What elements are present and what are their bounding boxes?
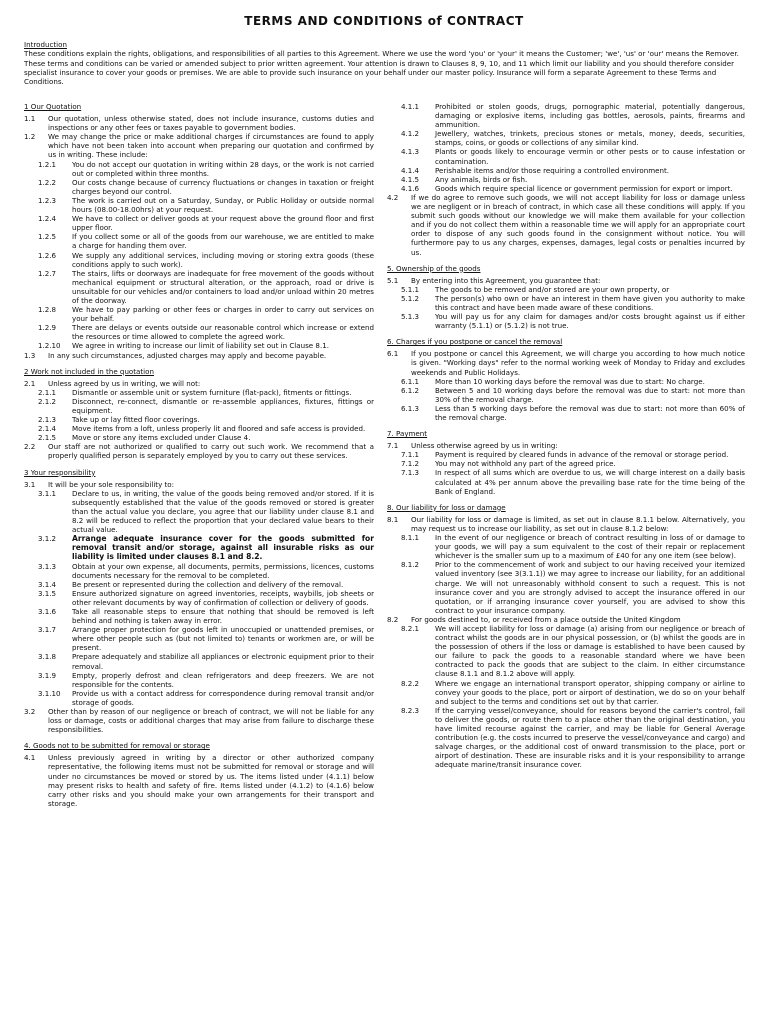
clause-number: 5.1.3 bbox=[401, 312, 420, 322]
clause-text: Declare to us, in writing, the value of the goods being removed and/or stored. If it is subsequently established that the value of the goods removed or stored is greater than the actual value you declare, you agree that our liability under clause 8.1 and 8.2 will be reduced to reflect the proportion that your declared value bears to their actual value. bbox=[72, 488, 374, 535]
clause-text: If the carrying vessel/conveyance, should for reasons beyond the carrier's control, fail to deliver the goods, or route them to a place other than the original destination, you have limited recourse against the carrier, and may be liable for General Average contribution (e.g. the costs incurred to preserve the vessel/conveyance and cargo) and salvage charges, or the additional cost of onward transmission to the place, port or airport of destination. These are insurable risks and it is your responsibility to arrange adequate marine/transit insurance cover. bbox=[435, 705, 745, 770]
clause-text: If we do agree to remove such goods, we will not accept liability for loss or damage unless we are negligent or in breach of contract, in which case all these conditions will apply. If you submit such goods without our knowledge we will make them available for your collection and if you do not collect them within a reasonable time we will apply for an appropriate court order to dispose of any such goods found in the consignment without notice. You will furthermore pay to us any charges, expenses, damages, legal costs or penalties incurred by us. bbox=[411, 192, 745, 257]
clause-text: Arrange proper protection for goods left in unoccupied or unattended premises, or where other people such as (but not limited to) tenants or workmen are, or will be present. bbox=[72, 625, 374, 653]
clause-number: 4.1.6 bbox=[401, 183, 420, 193]
clause-number: 3.1.1 bbox=[38, 488, 57, 498]
clause bbox=[24, 178, 374, 196]
clause-number: 2.1.5 bbox=[38, 433, 57, 443]
clause-number: 4.2 bbox=[387, 192, 399, 202]
document-title: TERMS AND CONDITIONS of CONTRACT bbox=[244, 14, 524, 28]
clause-number: 3.1.9 bbox=[38, 670, 57, 680]
clause-text: In respect of all sums which are overdue to us, we will charge interest on a daily basis calculated at 4% per annum above the prevailing base rate for the time being of the Bank of England. bbox=[435, 468, 745, 496]
clause-number: 3.1.4 bbox=[38, 579, 57, 589]
clause bbox=[24, 489, 374, 534]
clause-number: 4.1.4 bbox=[401, 165, 420, 175]
clause-text: More than 10 working days before the removal was due to start: No charge. bbox=[435, 376, 705, 386]
clause bbox=[24, 625, 374, 652]
clause-text: The person(s) who own or have an interest in them have given you authority to make this contract and have been made aware of these conditions. bbox=[435, 293, 745, 312]
clause-text: The goods to be removed and/or stored are your own property, or bbox=[435, 284, 670, 294]
clause-text: Perishable items and/or those requiring a controlled environment. bbox=[435, 165, 670, 175]
section-heading: 8. Our liability for loss or damage bbox=[387, 502, 506, 512]
clause bbox=[387, 377, 745, 386]
clause-text: Arrange adequate insurance cover for the goods submitted for removal transit and/or storage, against all insurable risks as our liability is limited under clauses 8.1 and 8.2. bbox=[72, 534, 374, 562]
clause-text: Jewellery, watches, trinkets, precious stones or metals, money, deeds, securities, stamps, coins, or goods or collections of any similar kind. bbox=[435, 129, 745, 148]
clause bbox=[24, 379, 374, 388]
clause bbox=[24, 214, 374, 232]
clause-number: 1.2 bbox=[24, 132, 36, 142]
right-column bbox=[387, 102, 745, 769]
clause-number: 1.2.4 bbox=[38, 214, 57, 224]
clause-text: Unless agreed by us in writing, we will not: bbox=[48, 378, 201, 388]
clause-number: 2.2 bbox=[24, 442, 36, 452]
clause-number: 3.1.10 bbox=[38, 688, 61, 698]
clause bbox=[387, 285, 745, 294]
clause bbox=[24, 607, 374, 625]
clause bbox=[24, 562, 374, 580]
clause bbox=[24, 415, 374, 424]
clause-text: Less than 5 working days before the removal was due to start: not more than 60% of the removal charge. bbox=[435, 403, 745, 422]
clause bbox=[387, 615, 745, 624]
clause-number: 8.1.1 bbox=[401, 533, 420, 543]
left-column bbox=[24, 102, 374, 808]
clause bbox=[24, 114, 374, 132]
clause bbox=[387, 560, 745, 615]
clause bbox=[24, 689, 374, 707]
clause bbox=[24, 442, 374, 460]
clause-number: 1.2.6 bbox=[38, 250, 57, 260]
clause-number: 3.1.7 bbox=[38, 625, 57, 635]
clause-number: 8.2.2 bbox=[401, 678, 420, 688]
clause-text: For goods destined to, or received from a place outside the United Kingdom bbox=[411, 614, 681, 624]
clause-text: There are delays or events outside our reasonable control which increase or extend the resources or time allowed to complete the agreed work. bbox=[72, 323, 374, 342]
clause bbox=[24, 671, 374, 689]
clause-number: 4.1.3 bbox=[401, 147, 420, 157]
clause-text: We agree in writing to increase our limit of liability set out in Clause 8.1. bbox=[72, 341, 329, 351]
clause bbox=[24, 424, 374, 433]
clause bbox=[24, 132, 374, 159]
clause bbox=[387, 533, 745, 560]
clause bbox=[387, 276, 745, 285]
clause-number: 7.1.2 bbox=[401, 459, 420, 469]
clause bbox=[387, 166, 745, 175]
clause-text: Payment is required by cleared funds in advance of the removal or storage period. bbox=[435, 450, 729, 460]
clause-number: 5.1.1 bbox=[401, 284, 420, 294]
clause-number: 6.1 bbox=[387, 349, 399, 359]
clause-text: Dismantle or assemble unit or system furniture (flat-pack), fitments or fittings. bbox=[72, 387, 352, 397]
introduction-heading: Introduction bbox=[24, 40, 67, 49]
clause bbox=[387, 624, 745, 679]
clause-text: Unless previously agreed in writing by a director or other authorized company representative, the following items must not be submitted for removal or storage and will under no circumstances be moved or stored by us. The items listed under (4.1.1) below may present risks to health and safety of fire. Items listed under (4.1.2) to (4.1.6) below carry other risks and you should make your own arrangements for their transport and storage. bbox=[48, 753, 374, 808]
section-heading: 2 Work not included in the quotation bbox=[24, 366, 154, 376]
clause-text: The stairs, lifts or doorways are inadequate for free movement of the goods without mechanical equipment or structural alteration, or the approach, road or drive is unsuitable for our vehicles and/or containers to load and/or unload within 20 metres of the doorway. bbox=[72, 268, 374, 305]
clause bbox=[24, 323, 374, 341]
clause-number: 3.1.5 bbox=[38, 588, 57, 598]
clause-number: 4.1.1 bbox=[401, 102, 420, 111]
clause-text: Where we engage an international transport operator, shipping company or airline to convey your goods to the place, port or airport of destination, we do so on your behalf and subject to the terms and conditions set out by that carrier. bbox=[435, 678, 745, 706]
clause-number: 6.1.3 bbox=[401, 403, 420, 413]
clause-text: Any animals, birds or fish. bbox=[435, 174, 528, 184]
clause-number: 1.2.5 bbox=[38, 232, 57, 242]
clause bbox=[24, 251, 374, 269]
clause bbox=[387, 312, 745, 330]
clause bbox=[24, 534, 374, 561]
clause-number: 6.1.1 bbox=[401, 376, 420, 386]
clause-number: 3.1.3 bbox=[38, 561, 57, 571]
clause-number: 2.1.2 bbox=[38, 396, 57, 406]
clause-number: 3.1.2 bbox=[38, 534, 57, 544]
clause-text: We have to collect or deliver goods at your request above the ground floor and first upper floor. bbox=[72, 214, 374, 233]
clause-text: Move or store any items excluded under Clause 4. bbox=[72, 433, 251, 443]
clause-number: 4.1 bbox=[24, 753, 36, 763]
clause-text: Prepare adequately and stabilize all appliances or electronic equipment prior to their removal. bbox=[72, 652, 374, 671]
clause-text: You will pay us for any claim for damages and/or costs brought against us if either warranty (5.1.1) or (5.1.2) is not true. bbox=[435, 312, 745, 331]
clause bbox=[24, 341, 374, 350]
clause-number: 1.2.1 bbox=[38, 159, 57, 169]
clause bbox=[387, 349, 745, 376]
clause bbox=[387, 386, 745, 404]
clause-text: Provide us with a contact address for correspondence during removal transit and/or storage of goods. bbox=[72, 688, 374, 707]
clause bbox=[24, 196, 374, 214]
clause-text: Take up or lay fitted floor coverings. bbox=[72, 415, 200, 425]
clause bbox=[24, 232, 374, 250]
clause-number: 7.1.1 bbox=[401, 450, 420, 460]
clause-text: In any such circumstances, adjusted charges may apply and become payable. bbox=[48, 350, 327, 360]
clause-text: You do not accept our quotation in writing within 28 days, or the work is not carried out or completed within three months. bbox=[72, 159, 374, 178]
clause bbox=[387, 102, 745, 129]
clause-number: 1.2.10 bbox=[38, 341, 61, 351]
clause-number: 1.2.9 bbox=[38, 323, 57, 333]
clause-text: Our costs change because of currency fluctuations or changes in taxation or freight charges beyond our control. bbox=[72, 177, 374, 196]
clause bbox=[387, 450, 745, 459]
clause-number: 5.1.2 bbox=[401, 293, 420, 303]
clause-number: 6.1.2 bbox=[401, 385, 420, 395]
clause-number: 3.1 bbox=[24, 479, 36, 489]
clause-number: 2.1.4 bbox=[38, 424, 57, 434]
clause-text: We will accept liability for loss or damage (a) arising from our negligence or breach of contract whilst the goods are in our physical possession, or (b) whilst the goods are in the possession of others if the loss or damage is established to have been caused by our failure to pack the goods to a reasonable standard where we have been contracted to pack the goods that are subject to the claim. In either circumstance clause 8.1.1 and 8.1.2 above will apply. bbox=[435, 623, 745, 679]
clause-number: 2.1 bbox=[24, 378, 36, 388]
clause-text: We may change the price or make additional charges if circumstances are found to apply which have not been taken into account when preparing our quotation and confirmed by us in writing. These include: bbox=[48, 132, 374, 160]
clause bbox=[387, 468, 745, 495]
introduction bbox=[24, 40, 744, 86]
clause-number: 2.1.3 bbox=[38, 415, 57, 425]
clause-text: Our quotation, unless otherwise stated, does not include insurance, customs duties and inspections or any other fees or taxes payable to government bodies. bbox=[48, 114, 374, 133]
clause bbox=[24, 433, 374, 442]
clause bbox=[387, 441, 745, 450]
clause bbox=[387, 404, 745, 422]
clause bbox=[24, 707, 374, 734]
clause bbox=[387, 294, 745, 312]
clause-number: 1.1 bbox=[24, 114, 36, 124]
clause bbox=[387, 706, 745, 770]
section-heading: 7. Payment bbox=[387, 429, 428, 439]
clause-number: 4.1.5 bbox=[401, 174, 420, 184]
clause bbox=[24, 753, 374, 808]
clause-text: Goods which require special licence or government permission for export or import. bbox=[435, 183, 733, 193]
clause-number: 8.2.1 bbox=[401, 623, 420, 633]
clause-text: We supply any additional services, including moving or storing extra goods (these conditions apply to such work). bbox=[72, 250, 374, 269]
clause bbox=[24, 305, 374, 323]
clause bbox=[387, 459, 745, 468]
clause-text: If you postpone or cancel this Agreement, we will charge you according to how much notice is given. "Working days" refer to the normal working week of Monday to Friday and excludes weekends and Public Holidays. bbox=[411, 349, 745, 377]
clause-number: 1.2.2 bbox=[38, 177, 57, 187]
clause bbox=[24, 160, 374, 178]
clause-text: Other than by reason of our negligence or breach of contract, we will not be liable for any loss or damage, costs or additional charges that may arise from failure to discharge these responsibilities. bbox=[48, 707, 374, 735]
clause-text: Move items from a loft, unless properly lit and floored and safe access is provided. bbox=[72, 424, 366, 434]
section-heading: 6. Charges if you postpone or cancel the removal bbox=[387, 337, 563, 347]
clause bbox=[24, 580, 374, 589]
clause-number: 8.1.2 bbox=[401, 560, 420, 570]
clause-text: Obtain at your own expense, all documents, permits, permissions, licences, customs documents necessary for the removal to be completed. bbox=[72, 561, 374, 580]
clause-text: The work is carried out on a Saturday, Sunday, or Public Holiday or outside normal hours (08.00-18.00hrs) at your request. bbox=[72, 195, 374, 215]
clause-text: Our liability for loss or damage is limited, as set out in clause 8.1.1 below. Alternatively, you may request us to increase our liability, as set out in clause 8.1.2 below: bbox=[411, 514, 745, 533]
clause-text: Plants or goods likely to encourage vermin or other pests or to cause infestation or contamination. bbox=[435, 147, 745, 166]
clause bbox=[24, 269, 374, 305]
clause-number: 8.2.3 bbox=[401, 705, 420, 715]
clause bbox=[387, 175, 745, 184]
section-heading: 4. Goods not to be submitted for removal or storage bbox=[24, 741, 210, 751]
section-heading: 1 Our Quotation bbox=[24, 102, 82, 111]
clause-number: 1.2.7 bbox=[38, 268, 57, 278]
clause-number: 3.1.6 bbox=[38, 606, 57, 616]
clause bbox=[387, 147, 745, 165]
clause-text: We have to pay parking or other fees or charges in order to carry out services on your behalf. bbox=[72, 305, 374, 324]
clause bbox=[24, 397, 374, 415]
clause-number: 7.1 bbox=[387, 441, 399, 451]
clause-number: 5.1 bbox=[387, 275, 399, 285]
clause-text: Our staff are not authorized or qualified to carry out such work. We recommend that a properly qualified person is separately employed by you to carry out these services. bbox=[48, 442, 374, 461]
clause-number: 3.2 bbox=[24, 707, 36, 716]
clause-text: Between 5 and 10 working days before the removal was due to start: not more than 30% of the removal charge. bbox=[435, 385, 745, 404]
clause-number: 8.2 bbox=[387, 614, 399, 624]
section-heading: 3 Your responsibility bbox=[24, 467, 96, 477]
clause-text: Ensure authorized signature on agreed inventories, receipts, waybills, job sheets or other relevant documents by way of confirmation of collection or delivery of goods. bbox=[72, 588, 374, 607]
clause-number: 1.3 bbox=[24, 350, 36, 360]
clause bbox=[24, 351, 374, 360]
clause-text: In the event of our negligence or breach of contract resulting in loss of or damage to your goods, we will pay a sum equivalent to the cost of their repair or replacement whichever is the smaller sum up to a maximum of £40 for any one item (see below). bbox=[435, 533, 745, 561]
clause-number: 2.1.1 bbox=[38, 387, 57, 397]
clause bbox=[387, 193, 745, 257]
clause bbox=[387, 515, 745, 533]
clause bbox=[24, 589, 374, 607]
clause-text: You may not withhold any part of the agreed price. bbox=[435, 459, 616, 469]
clause-text: By entering into this Agreement, you guarantee that: bbox=[411, 275, 601, 285]
clause-number: 4.1.2 bbox=[401, 129, 420, 139]
clause-number: 8.1 bbox=[387, 514, 399, 524]
clause-text: It will be your sole responsibility to: bbox=[48, 479, 175, 489]
section-heading: 5. Ownership of the goods bbox=[387, 263, 481, 273]
clause bbox=[24, 652, 374, 670]
clause-number: 3.1.8 bbox=[38, 652, 57, 662]
clause bbox=[24, 388, 374, 397]
clause-number: 7.1.3 bbox=[401, 468, 420, 478]
clause-number: 1.2.8 bbox=[38, 305, 57, 315]
clause bbox=[387, 679, 745, 706]
introduction-text: These conditions explain the rights, obligations, and responsibilities of all parties to this Agreement. Where we use the word 'you' or 'your' it means the Customer; 'we', 'us' or 'our' means the Remover. These terms and conditions can be varied or amended subject to prior written agreement. Your attention is drawn to Clauses 8, 9, 10, and 11 which limit our liability and you should therefore consider specialist insurance to cover your goods or premises. We are able to provide such insurance on your behalf under our master policy. Insurance will form a separate Agreement to these Terms and Conditions. bbox=[24, 49, 739, 87]
clause-text: Empty, properly defrost and clean refrigerators and deep freezers. We are not responsible for the contents. bbox=[72, 670, 374, 689]
clause bbox=[24, 480, 374, 489]
clause-text: Take all reasonable steps to ensure that nothing that should be removed is left behind and nothing is taken away in error. bbox=[72, 606, 374, 626]
clause-text: Disconnect, re-connect, dismantle or re-assemble appliances, fixtures, fittings or equipment. bbox=[72, 396, 374, 415]
clause-text: Prohibited or stolen goods, drugs, pornographic material, potentially dangerous, damaging or explosive items, including gas bottles, aerosols, paints, firearms and ammunition. bbox=[435, 102, 745, 130]
clause bbox=[387, 184, 745, 193]
clause-number: 1.2.3 bbox=[38, 195, 57, 205]
clause-text: Prior to the commencement of work and subject to our having received your itemized valued inventory (see 3(3.1.1)) we may agree to increase our liability, for an additional charge. We will not unreasonably withhold consent to such a request. This is not insurance cover and you are strongly advised to accept the insurance offered in our quotation, or if arranging insurance cover yourself, you are advised to show this contract to your insurance company. bbox=[435, 560, 745, 615]
clause-text: If you collect some or all of the goods from our warehouse, we are entitled to make a charge for handing them over. bbox=[72, 232, 374, 251]
clause-text: Unless otherwise agreed by us in writing: bbox=[411, 441, 558, 451]
clause-text: Be present or represented during the collection and delivery of the removal. bbox=[72, 579, 344, 589]
clause bbox=[387, 129, 745, 147]
